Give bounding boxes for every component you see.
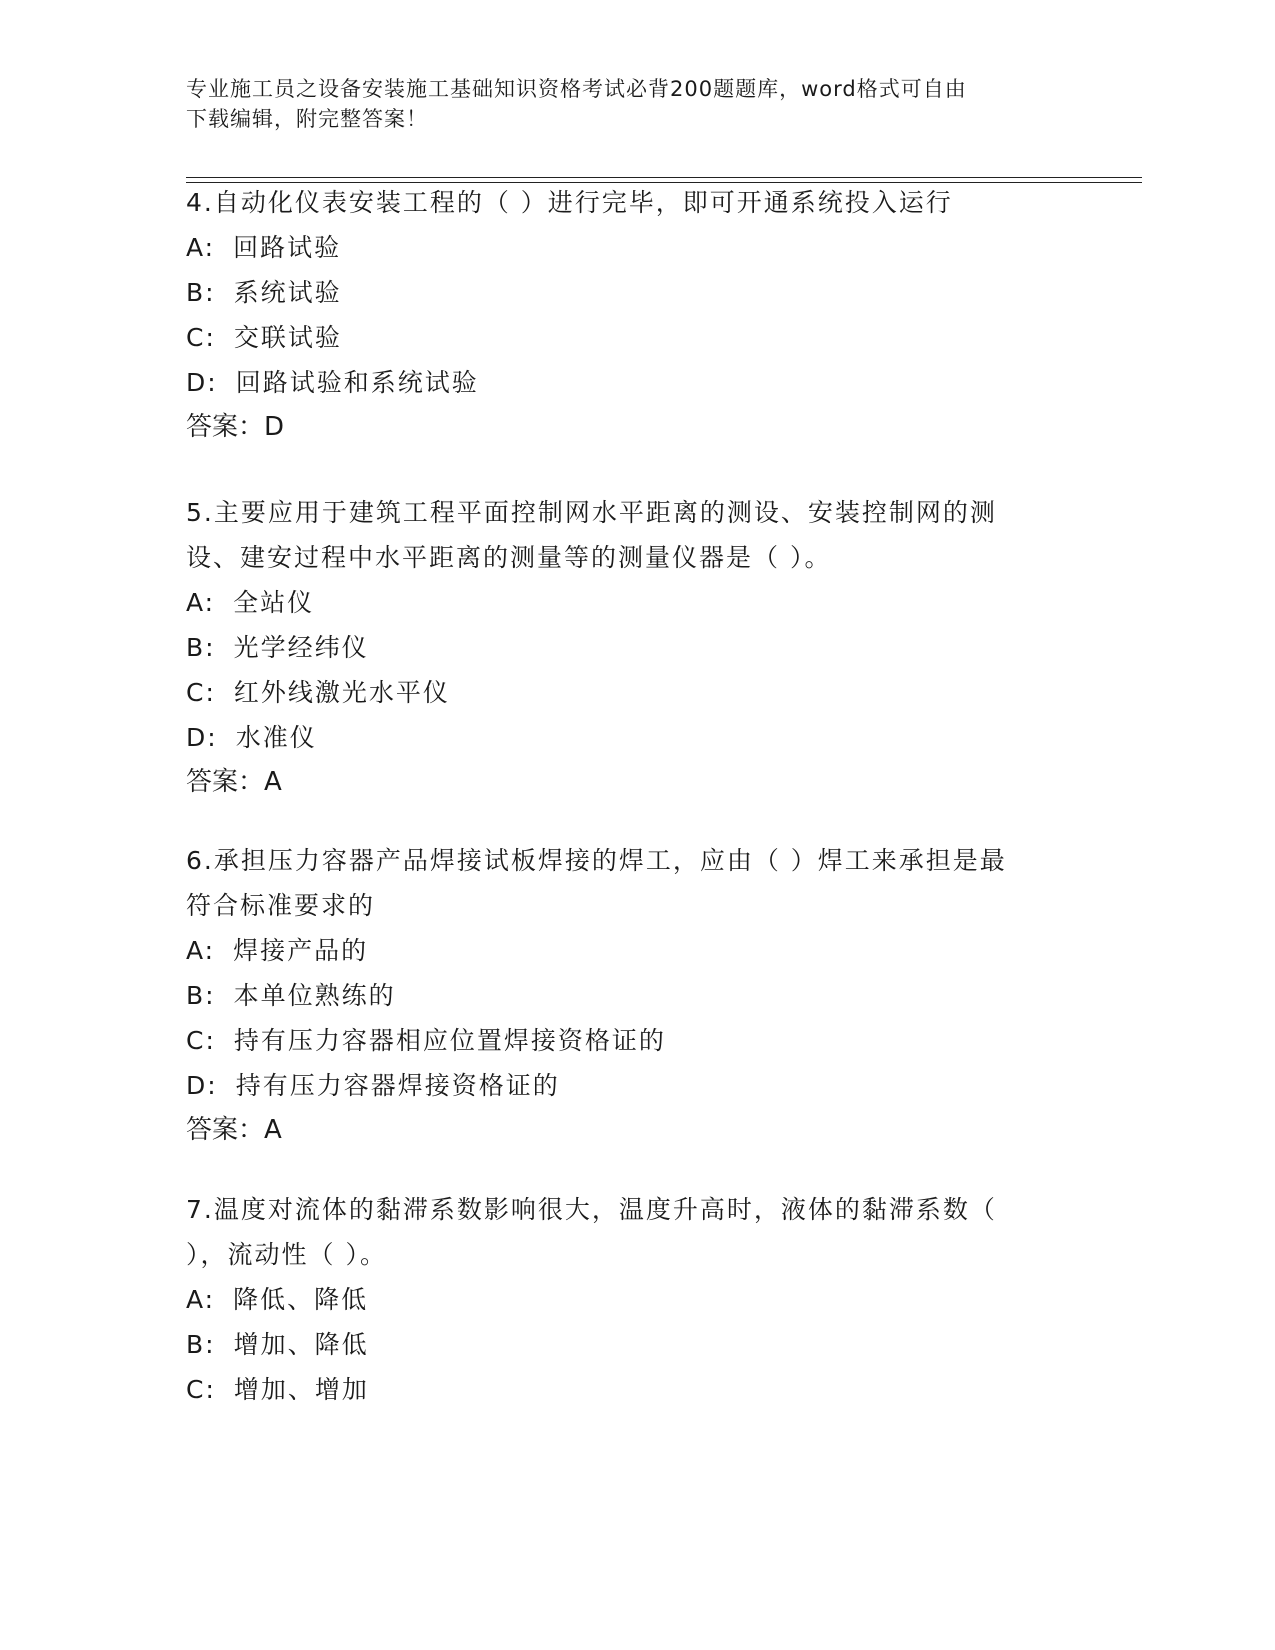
option-text: 光学经纬仪 [233,633,369,662]
header-line-1: 专业施工员之设备安装施工基础知识资格考试必背200题题库，word格式可自由 [186,77,967,101]
document-header [186,74,1086,134]
option-text: 系统试验 [233,278,342,307]
option-label: B: [186,981,216,1010]
option-text: 回路试验和系统试验 [235,368,479,397]
answer-line: 答案：D [186,412,285,442]
option-label: C: [186,678,216,707]
option-d [186,1063,1066,1108]
question-stem-line: 6.承担压力容器产品焊接试板焊接的焊工，应由（ ）焊工来承担是最 [186,846,1007,875]
option-a [186,928,1066,973]
option-label: A: [186,588,216,617]
option-text: 本单位熟练的 [233,981,396,1010]
question-7 [186,1187,1066,1412]
option-text: 持有压力容器相应位置焊接资格证的 [233,1026,666,1055]
option-text: 回路试验 [233,233,342,262]
question-stem-line: 符合标准要求的 [186,891,376,920]
option-a [186,580,1066,625]
option-text: 焊接产品的 [233,936,369,965]
option-label: D: [186,723,218,752]
option-d [186,360,1066,405]
option-label: B: [186,1330,216,1359]
option-text: 交联试验 [233,323,342,352]
question-6 [186,838,1066,1153]
option-text: 红外线激光水平仪 [233,678,450,707]
question-stem-line: 4.自动化仪表安装工程的（ ）进行完毕，即可开通系统投入运行 [186,188,953,217]
option-b [186,270,1066,315]
question-4 [186,180,1066,450]
option-label: C: [186,1026,216,1055]
option-d [186,715,1066,760]
option-text: 全站仪 [233,588,315,617]
option-c [186,1018,1066,1063]
option-label: B: [186,278,216,307]
header-divider-top [186,177,1142,178]
question-5 [186,490,1066,805]
question-stem-line: 7.温度对流体的黏滞系数影响很大，温度升高时，液体的黏滞系数（ [186,1195,997,1224]
option-a [186,1277,1066,1322]
option-text: 增加、增加 [233,1375,369,1404]
question-stem-line: 设、建安过程中水平距离的测量等的测量仪器是（ ）。 [186,543,832,572]
option-c [186,1367,1066,1412]
answer-line: 答案：A [186,1115,282,1145]
option-label: C: [186,323,216,352]
option-text: 增加、降低 [233,1330,369,1359]
option-b [186,973,1066,1018]
option-label: D: [186,368,218,397]
question-stem-line: ），流动性（ ）。 [186,1240,387,1269]
option-b [186,1322,1066,1367]
option-c [186,670,1066,715]
header-line-2: 下载编辑，附完整答案！ [186,107,428,131]
option-label: B: [186,633,216,662]
option-label: C: [186,1375,216,1404]
option-b [186,625,1066,670]
option-label: D: [186,1071,218,1100]
option-label: A: [186,936,216,965]
answer-line: 答案：A [186,767,282,797]
option-label: A: [186,233,216,262]
option-text: 水准仪 [235,723,317,752]
option-c [186,315,1066,360]
option-text: 持有压力容器焊接资格证的 [235,1071,560,1100]
option-text: 降低、降低 [233,1285,369,1314]
option-a [186,225,1066,270]
question-stem-line: 5.主要应用于建筑工程平面控制网水平距离的测设、安装控制网的测 [186,498,997,527]
option-label: A: [186,1285,216,1314]
